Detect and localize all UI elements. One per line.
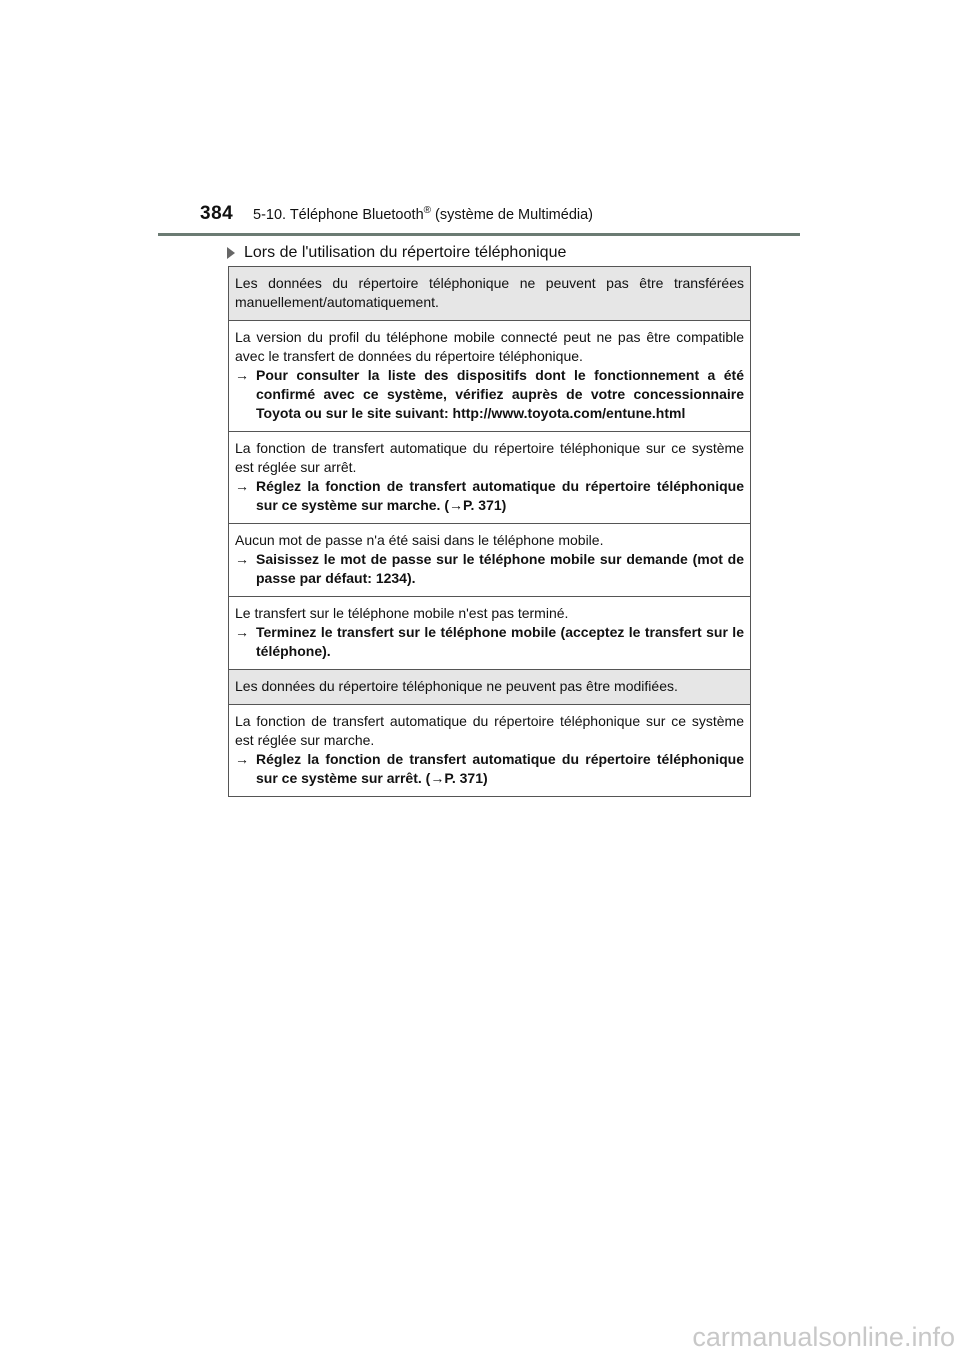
right-arrow-icon: → — [235, 751, 249, 767]
header-rule — [158, 233, 800, 236]
action-label: Saisissez le mot de passe sur le téléphone mobile sur demande (mot de passe par défaut: 1234). — [256, 551, 744, 586]
action-label: Réglez la fonction de transfert automatique du répertoire téléphonique sur ce système sur arrêt. (→P. 371) — [256, 751, 744, 786]
symptom-text: La fonction de transfert automatique du répertoire téléphonique sur ce système est réglée sur arrêt. — [235, 440, 744, 475]
symptom-text: Le transfert sur le téléphone mobile n'est pas terminé. — [235, 605, 569, 621]
symptom-text: Les données du répertoire téléphonique ne peuvent pas être modifiées. — [235, 678, 678, 694]
action-text — [235, 750, 744, 788]
subheading — [227, 244, 566, 262]
table-row — [229, 523, 750, 596]
action-text — [235, 550, 744, 588]
action-label: Réglez la fonction de transfert automatique du répertoire téléphonique sur ce système sur marche. (→P. 371) — [256, 478, 744, 513]
table-row — [229, 596, 750, 669]
action-label: Terminez le transfert sur le téléphone mobile (acceptez le transfert sur le téléphone). — [256, 624, 744, 659]
right-arrow-icon: → — [235, 478, 249, 494]
troubleshooting-table — [228, 266, 751, 797]
right-arrow-icon: → — [235, 367, 249, 383]
section-title-prefix: 5-10. Téléphone Bluetooth — [253, 207, 424, 223]
table-section-header-row — [229, 669, 750, 704]
symptom-text: La fonction de transfert automatique du répertoire téléphonique sur ce système est réglée sur marche. — [235, 713, 744, 748]
triangle-bullet-icon — [227, 247, 235, 259]
action-text — [235, 623, 744, 661]
section-title-suffix: (système de Multimédia) — [431, 207, 593, 223]
subheading-text: Lors de l'utilisation du répertoire téléphonique — [244, 244, 567, 261]
action-text — [235, 477, 744, 515]
page-number: 384 — [200, 203, 234, 224]
action-label: Pour consulter la liste des dispositifs dont le fonctionnement a été confirmé avec ce système, vérifiez auprès de votre concessionnaire Toyota ou sur le site suivant: http://www.toyota.com/entune.html — [256, 367, 744, 421]
table-section-header-row — [229, 267, 750, 320]
right-arrow-icon: → — [235, 624, 249, 640]
symptom-text: Les données du répertoire téléphonique ne peuvent pas être transférées manuellement/automatiquement. — [235, 275, 744, 310]
symptom-text: Aucun mot de passe n'a été saisi dans le téléphone mobile. — [235, 532, 604, 548]
table-row — [229, 431, 750, 523]
right-arrow-icon: → — [235, 551, 249, 567]
action-text — [235, 366, 744, 423]
symptom-text: La version du profil du téléphone mobile connecté peut ne pas être compatible avec le transfert de données du répertoire téléphonique. — [235, 329, 744, 364]
table-row — [229, 704, 750, 796]
watermark: carmanualsonline.info — [692, 1322, 955, 1352]
section-title — [253, 207, 593, 223]
registered-mark: ® — [423, 205, 432, 216]
table-row — [229, 320, 750, 431]
